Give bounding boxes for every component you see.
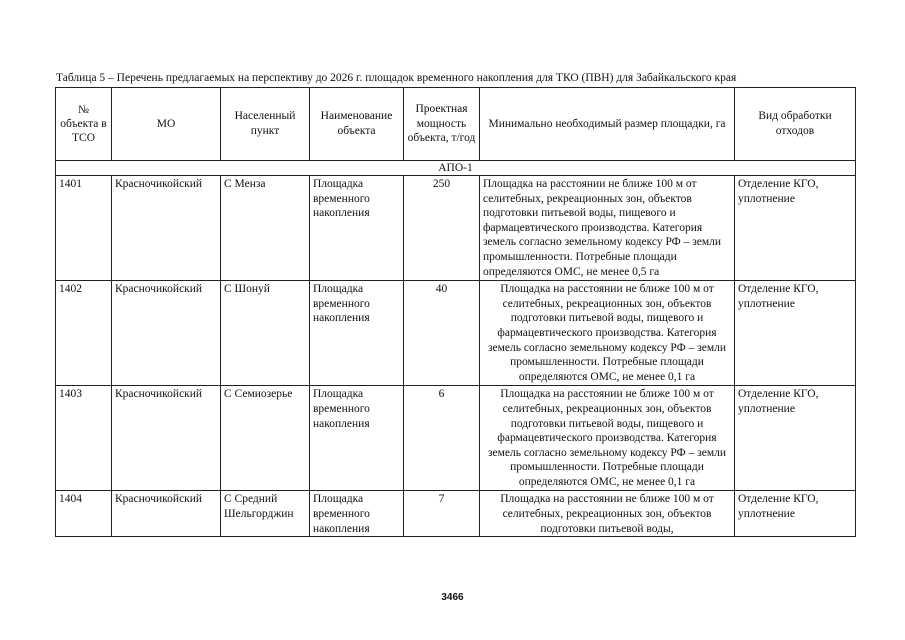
cell-capacity: 6 <box>404 386 480 491</box>
cell-area: Площадка на расстоянии не ближе 100 м от селитебных, рекреационных зон, объектов подготовки питьевой воды, пищевого и фармацевтического производства. Категория земель согласно земельному кодексу РФ – земли промышленности. Потребные площади определяются ОМС, не менее 0,5 га <box>480 176 735 281</box>
cell-object-name-text: Площадка временного накопления <box>313 493 370 535</box>
header-capacity: Проектная мощность объекта, т/год <box>404 88 480 161</box>
cell-settlement: С Менза <box>221 176 310 281</box>
cell-mo: Красночикойский <box>112 281 221 386</box>
header-mo: МО <box>112 88 221 161</box>
cell-id: 1401 <box>56 176 112 281</box>
cell-mo <box>112 491 221 537</box>
cell-processing-text: Отделение КГО, уплотнение <box>738 493 819 521</box>
cell-settlement <box>221 491 310 537</box>
cell-mo: Красночикойский <box>112 386 221 491</box>
table-row <box>56 386 856 491</box>
cell-capacity: 250 <box>404 176 480 281</box>
section-label: АПО-1 <box>56 161 856 176</box>
cell-object-name: Площадка временного накопления <box>310 176 404 281</box>
cell-capacity: 40 <box>404 281 480 386</box>
table-row <box>56 491 856 537</box>
cell-processing: Отделение КГО, уплотнение <box>735 386 856 491</box>
cell-id: 1402 <box>56 281 112 386</box>
table-row <box>56 176 856 281</box>
cell-mo: Красночикойский <box>112 176 221 281</box>
cell-object-name: Площадка временного накопления <box>310 281 404 386</box>
header-object-name: Наименование объекта <box>310 88 404 161</box>
cell-mo-text: Красночикойский <box>115 493 203 506</box>
cell-processing: Отделение КГО, уплотнение <box>735 281 856 386</box>
header-settlement: Населенный пункт <box>221 88 310 161</box>
cell-id: 1403 <box>56 386 112 491</box>
section-row <box>56 161 856 176</box>
table-row <box>56 281 856 386</box>
cell-area <box>480 491 735 537</box>
cell-settlement: С Семиозерье <box>221 386 310 491</box>
cell-area-text: Площадка на расстоянии не ближе 100 м от селитебных, рекреационных зон, объектов подготовки питьевой воды, <box>500 493 714 535</box>
table-caption: Таблица 5 – Перечень предлагаемых на перспективу до 2026 г. площадок временного накопления для ТКО (ПВН) для Забайкальского края <box>56 72 737 84</box>
cell-area: Площадка на расстоянии не ближе 100 м от селитебных, рекреационных зон, объектов подготовки питьевой воды, пищевого и фармацевтического производства. Категория земель согласно земельному кодексу РФ – земли промышленности. Потребные площади определяются ОМС, не менее 0,1 га <box>480 386 735 491</box>
cell-settlement: С Шонуй <box>221 281 310 386</box>
cell-processing: Отделение КГО, уплотнение <box>735 176 856 281</box>
page-number: 3466 <box>441 592 464 603</box>
cell-object-name <box>310 491 404 537</box>
cell-capacity-text: 7 <box>438 493 445 506</box>
cell-settlement-text: С Средний Шельгорджин <box>224 493 294 521</box>
cell-object-name: Площадка временного накопления <box>310 386 404 491</box>
header-min-area: Минимально необходимый размер площадки, га <box>480 88 735 161</box>
cell-capacity <box>404 491 480 537</box>
cell-id <box>56 491 112 537</box>
cell-processing <box>735 491 856 537</box>
header-processing: Вид обработки отходов <box>735 88 856 161</box>
waste-sites-table <box>55 87 856 537</box>
header-object-number: № объекта в ТСО <box>56 88 112 161</box>
cell-area: Площадка на расстоянии не ближе 100 м от селитебных, рекреационных зон, объектов подготовки питьевой воды, пищевого и фармацевтического производства. Категория земель согласно земельному кодексу РФ – земли промышленности. Потребные площади определяются ОМС, не менее 0,1 га <box>480 281 735 386</box>
cell-id-text: 1404 <box>59 493 82 506</box>
table-header-row <box>56 88 856 161</box>
